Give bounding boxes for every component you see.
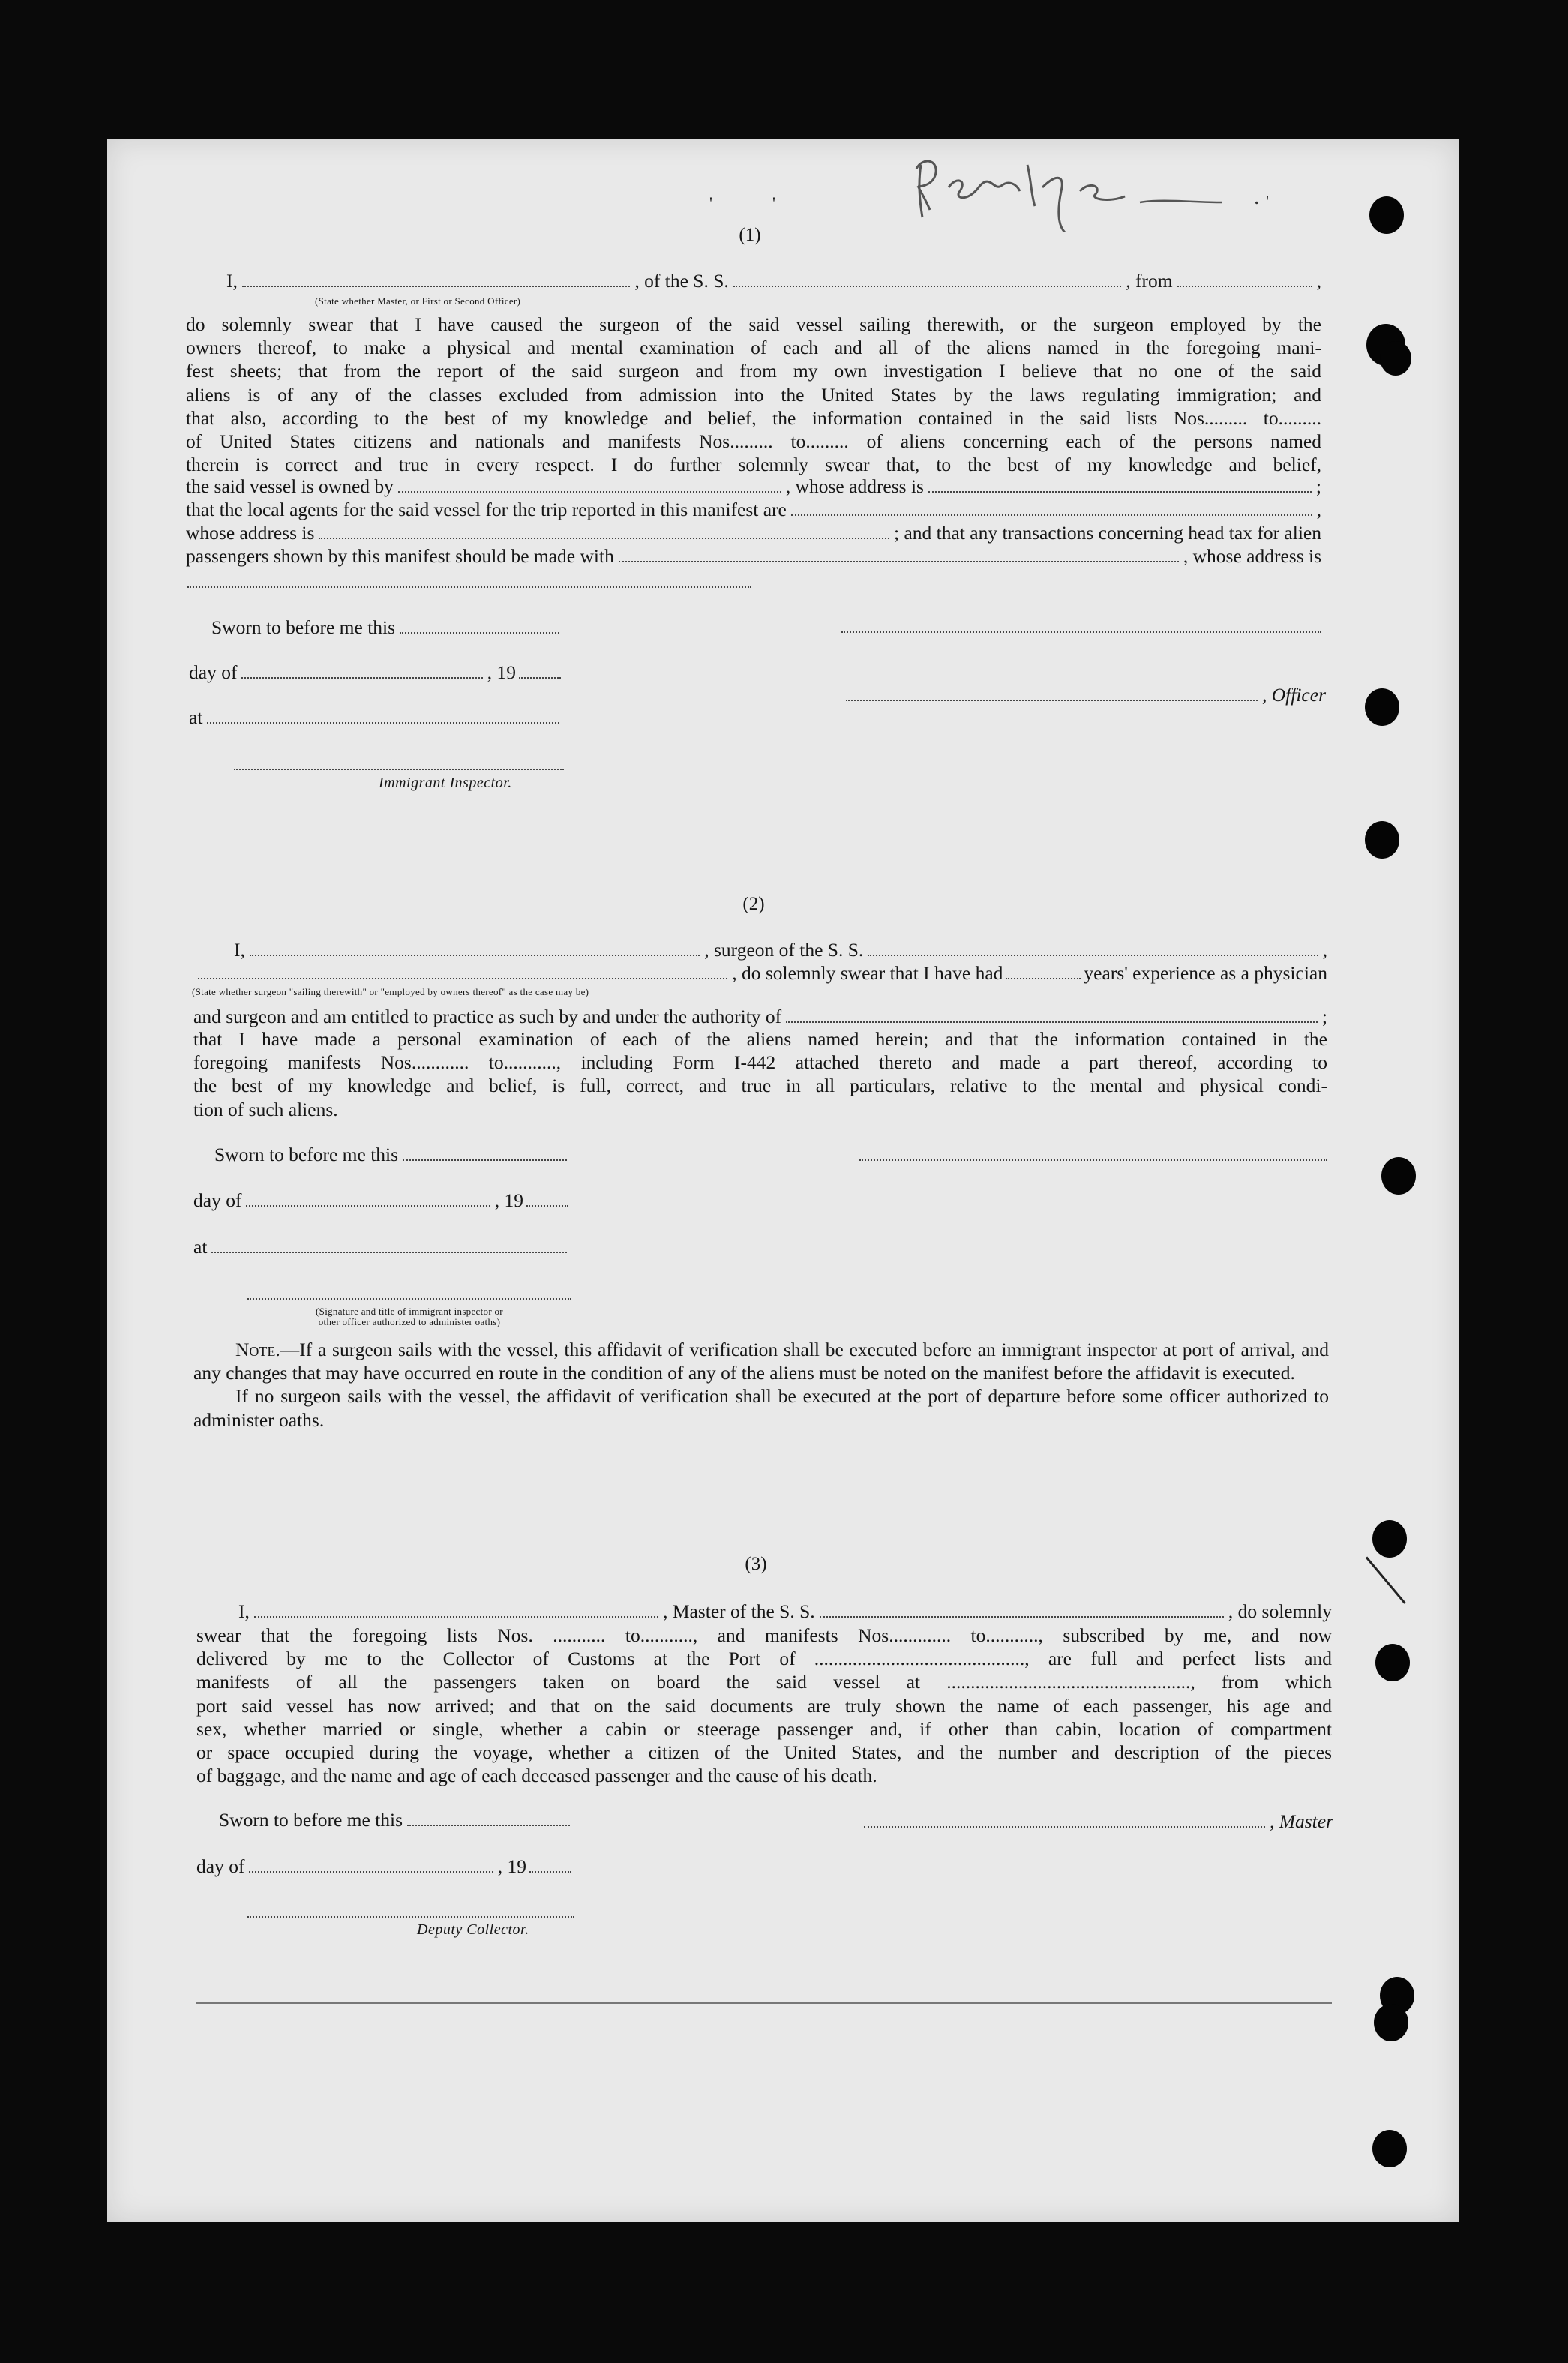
at-line-2: at: [193, 1236, 571, 1258]
state-note: (State whether Master, or First or Second Officer): [315, 295, 521, 307]
surgeon-signature-line: [859, 1159, 1327, 1161]
section-2-first-line: I, , surgeon of the S. S. ,: [234, 939, 1327, 961]
officer-rank-field: [242, 285, 631, 287]
master-name-field: [254, 1615, 658, 1618]
passengers-line: passengers shown by this manifest should be made with , whose address is: [186, 545, 1321, 567]
punch-hole: [1372, 1520, 1407, 1558]
immigrant-inspector-label: Immigrant Inspector.: [379, 775, 512, 791]
section-3-body: swear that the foregoing lists Nos. ........... to..........., and manifests Nos............. to..........., subscribed by me, and now delivered by me to the Collector of Customs at the Port of ............................................, are full and perfect lists and manifests of all the passengers taken on board the said vessel at ..................................................., from which port said vessel has now arrived; and that on the said documents are truly shown the name of each passenger, his age and sex, whether married or single, whether a cabin or steerage passenger and, if other than cabin, location of compartment or space occupied during the voyage, whether a citizen of the United States, and the number and description of the pieces of baggage, and the name and age of each deceased passenger and the cause of his death.: [196, 1624, 1332, 1787]
punch-hole: [1374, 2004, 1408, 2041]
officer-line: , Officer: [841, 684, 1326, 706]
local-agents-field: [791, 514, 1312, 516]
handwritten-signature: [907, 150, 1282, 232]
day-line-2: day of , 19: [193, 1189, 571, 1212]
head-tax-contact-field: [619, 560, 1179, 562]
sworn-line-1: Sworn to before me this: [211, 616, 564, 639]
svg-text:.: .: [1254, 184, 1260, 209]
owned-by-line: the said vessel is owned by , whose address is ;: [186, 475, 1321, 497]
punch-hole: [1375, 1644, 1410, 1681]
section-2-second-line: , do solemnly swear that I have had years' experience as a physician: [193, 962, 1327, 985]
section-1-body: do solemnly swear that I have caused the surgeon of the said vessel sailing therewith, or the surgeon employed by the owners thereof, to make a physical and mental examination of each and all of the aliens named in the foregoing mani- fest sheets; that from the report of the said surgeon and from my own investigation I believe that no one of the said aliens is of any of the classes excluded from admission into the United States by the laws regulating immigration; and that also, according to the best of my knowledge and belief, the information contained in the said lists Nos......... to......... of United States citizens and nationals and manifests Nos......... to......... of aliens concerning each of the persons named therein is correct and true in every respect. I do further solemnly swear that, to the best of my knowledge and belief,: [186, 313, 1321, 476]
master-signature-line: , Master: [859, 1810, 1333, 1833]
section-2-number: (2): [742, 894, 765, 914]
authority-field: [786, 1021, 1318, 1023]
master-signature-field: [864, 1825, 1265, 1828]
i-label: I,: [226, 270, 238, 292]
surgeon-name-field: [250, 954, 700, 956]
punch-hole: [1369, 196, 1404, 234]
day-line-1: day of , 19: [189, 661, 564, 684]
surgeon-ship-field: [868, 954, 1318, 956]
officer-signature-line-upper: [841, 631, 1321, 633]
punch-hole: [1365, 821, 1399, 859]
head-tax-line: whose address is ; and that any transactions concerning head tax for alien: [186, 522, 1321, 544]
master-ship-field: [820, 1615, 1224, 1618]
section-2-note: Note.—If a surgeon sails with the vessel, this affidavit of verification shall be executed before an immigrant inspector at port of arrival, and any changes that may have occurred en route in the condition of any of the aliens must be noted on the manifest before the affidavit is executed. If no surgeon sails with the vessel, the affidavit of verification shall be executed at the port of departure before some officer authorized to administer oaths.: [193, 1339, 1329, 1431]
section-1-first-line: I, , of the S. S. , from ,: [226, 270, 1321, 292]
from-port-field: [1177, 285, 1312, 287]
owner-address-field: [928, 490, 1312, 493]
section-3-first-line: I, , Master of the S. S. , do solemnly: [238, 1600, 1333, 1622]
punch-hole: [1381, 1157, 1416, 1195]
punch-hole: [1365, 688, 1399, 726]
from-label: , from: [1126, 270, 1173, 292]
years-field: [1006, 977, 1081, 979]
at-line-1: at: [189, 706, 564, 729]
punch-hole: [1372, 2130, 1407, 2167]
mark: ': [772, 193, 775, 212]
agents-address-field: [319, 537, 889, 539]
section-3-number: (3): [745, 1554, 767, 1574]
officer-signature-line-2: [247, 1298, 571, 1300]
section-2-body: that I have made a personal examination of each of the aliens named herein; and that the information contained in the foregoing manifests Nos............ to..........., including Form I-442 attached thereto and made a part thereof, according to the best of my knowledge and belief, is full, correct, and true in all particulars, relative to the mental and physical condi- tion of such aliens.: [193, 1028, 1327, 1120]
ship-name-field: [733, 285, 1122, 287]
mark: ': [1266, 192, 1269, 211]
of-ss-label: , of the S. S.: [634, 270, 729, 292]
sworn-line-2: Sworn to before me this: [214, 1144, 571, 1166]
section-1-number: (1): [739, 225, 761, 245]
officer-signature-field: [846, 699, 1258, 701]
inspector-signature-line: [234, 769, 564, 770]
day-line-3: day of , 19: [196, 1855, 574, 1878]
bottom-rule: [196, 2002, 1332, 2004]
sworn-line-3: Sworn to before me this: [219, 1809, 574, 1831]
mark: ': [709, 193, 712, 212]
signature-note-2: other officer authorized to administer oaths): [318, 1316, 501, 1327]
signature-note-1: (Signature and title of immigrant inspector or: [316, 1306, 503, 1317]
punch-hole: [1380, 341, 1411, 376]
authority-line: and surgeon and am entitled to practice as such by and under the authority of ;: [193, 1006, 1327, 1027]
local-agents-line: that the local agents for the said vessel for the trip reported in this manifest are ,: [186, 499, 1321, 520]
owner-field: [398, 490, 781, 493]
surgeon-status-field: [198, 977, 727, 979]
address-field-line: [187, 586, 751, 588]
surgeon-state-note: (State whether surgeon "sailing therewith" or "employed by owners thereof" as the case may be): [192, 986, 589, 997]
deputy-signature-line: [247, 1916, 574, 1918]
deputy-collector-label: Deputy Collector.: [417, 1921, 529, 1938]
